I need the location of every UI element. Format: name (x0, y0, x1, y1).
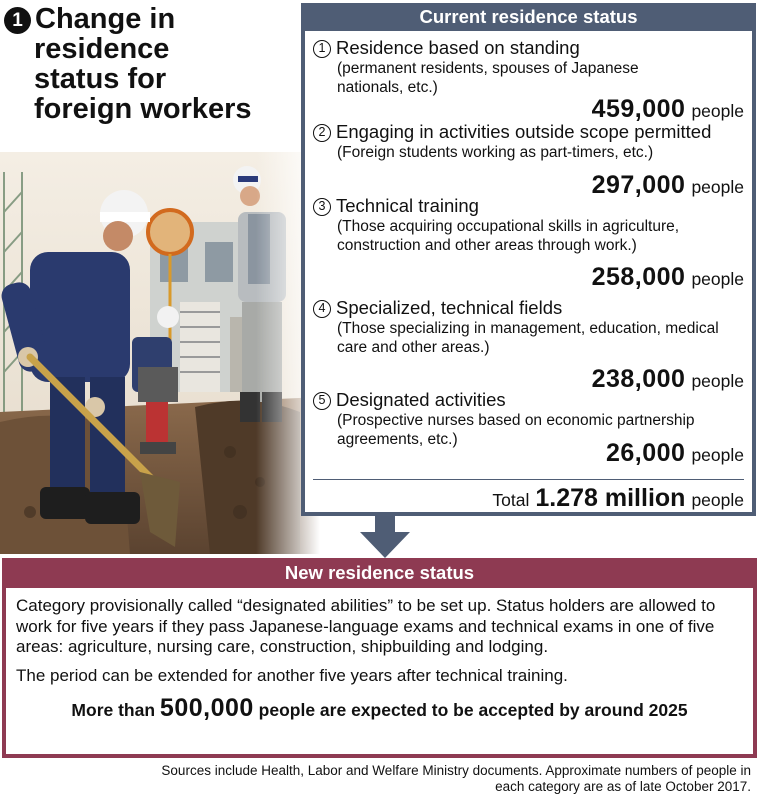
total-row (313, 479, 744, 513)
title-line-3: status for (34, 63, 167, 95)
status-item-4 (313, 297, 744, 393)
item-description: (Prospective nurses based on economic partnership agreements, etc.) (337, 412, 695, 448)
status-item-1 (313, 37, 744, 123)
item-marker: 3 (313, 198, 331, 216)
item-marker: 5 (313, 392, 331, 410)
total-unit: people (691, 490, 744, 510)
item-count: 297,000 people (591, 171, 744, 199)
item-marker: 2 (313, 124, 331, 142)
item-count: 238,000 people (591, 365, 744, 393)
new-status-header: New residence status (284, 562, 475, 583)
item-description: (Those specializing in management, education, medical care and other areas.) (337, 320, 719, 356)
total-label: Total (492, 490, 530, 510)
item-description: (Those acquiring occupational skills in agriculture, construction and other areas through work.) (337, 218, 680, 254)
item-marker: 1 (313, 40, 331, 58)
status-item-2 (313, 121, 744, 199)
new-status-extension-note: The period can be extended for another five years after technical training. (16, 665, 568, 685)
item-title: Engaging in activities outside scope permitted (336, 121, 712, 142)
sources-note: Sources include Health, Labor and Welfare Ministry documents. Approximate numbers of people in each category are as of late October 2017. (161, 763, 751, 794)
new-status-description: Category provisionally called “designated abilities” to be set up. Status holders are allowed to work for five years if they pass Japanese-language exams and technical exams in one of five areas: agriculture, nursing care, construction, shipbuilding and lodging. (16, 596, 716, 656)
item-title: Residence based on standing (336, 37, 580, 58)
current-status-body (305, 31, 752, 512)
item-count: 26,000 people (605, 439, 744, 467)
item-description: (permanent residents, spouses of Japanese nationals, etc.) (337, 60, 639, 96)
current-status-panel (301, 3, 756, 516)
item-marker: 4 (313, 300, 331, 318)
construction-workers-photo (0, 152, 320, 554)
status-item-3 (313, 195, 744, 291)
title-line-1: Change in (35, 3, 176, 35)
status-item-5 (313, 389, 744, 467)
title-line-4: foreign workers (34, 93, 252, 125)
down-arrow-icon (360, 516, 410, 558)
current-status-header: Current residence status (419, 6, 638, 27)
item-title: Designated activities (336, 389, 506, 410)
forecast-number: 500,000 (159, 694, 254, 722)
item-count: 258,000 people (591, 263, 744, 291)
new-status-panel (2, 558, 757, 758)
item-description: (Foreign students working as part-timers, etc.) (337, 144, 654, 161)
section-number-badge: 1 (4, 7, 31, 34)
graphic-title (4, 4, 296, 124)
title-line-2: residence (34, 33, 170, 65)
new-status-body (6, 588, 753, 754)
acceptance-forecast: More than 500,000 people are expected to be accepted by around 2025 (71, 694, 688, 722)
item-title: Specialized, technical fields (336, 297, 563, 318)
item-title: Technical training (336, 195, 479, 216)
item-count: 459,000 people (591, 95, 744, 123)
total-value: 1.278 million (535, 484, 686, 512)
